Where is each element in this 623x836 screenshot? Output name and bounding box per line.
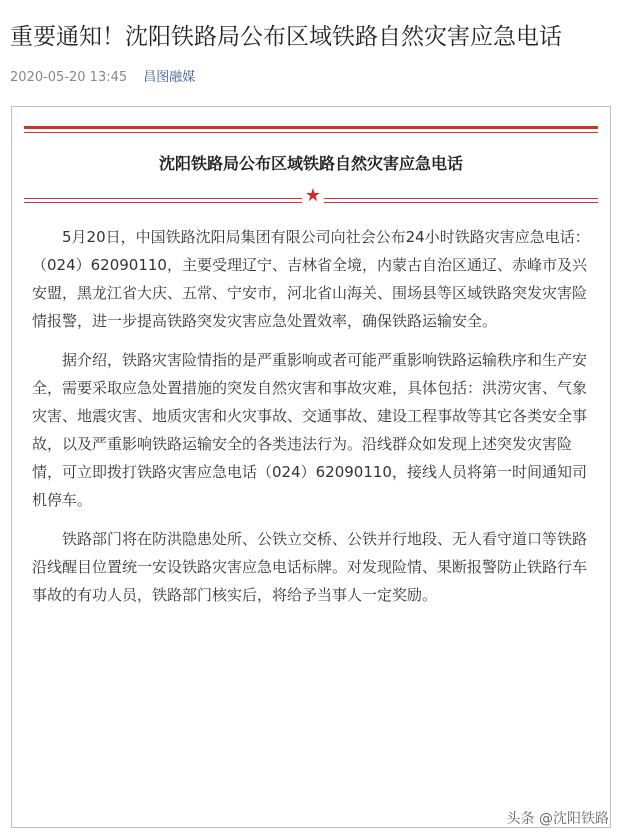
paragraph-3: 铁路部门将在防洪隐患处所、公铁立交桥、公铁并行地段、无人看守道口等铁路沿线醒目位置统一安设铁路灾害应急电话标牌。对发现险情、果断报警防止铁路行车事故的有功人员，铁路部门核实后，将给予当事人一定奖励。 [32,530,588,604]
top-divider [24,126,598,129]
card-heading: 沈阳铁路局公布区域铁路自然灾害应急电话 [158,154,463,173]
paragraph-1: 5月20日，中国铁路沈阳局集团有限公司向社会公布24小时铁路灾害应急电话：（024）62090110，主要受理辽宁、吉林省全境，内蒙古自治区通辽、赤峰市及兴安盟，黑龙江省大庆、五常、宁安市，河北省山海关、围场县等区域铁路突发灾害险情报警，进一步提高铁路突发灾害应急处置效率，确保铁路运输安全。 [32,228,590,330]
star-icon: ★ [302,185,324,207]
publish-timestamp: 2020-05-20 13:45 [10,70,128,85]
top-divider-thin [24,132,598,133]
notice-card [11,106,611,828]
source-link[interactable]: 昌图融媒 [143,70,196,85]
watermark: 头条 @沈阳铁路 [506,811,609,827]
paragraph-2: 据介绍，铁路灾害险情指的是严重影响或者可能严重影响铁路运输秩序和生产安全，需要采取应急处置措施的突发自然灾害和事故灾难，具体包括：洪涝灾害、气象灾害、地震灾害、地质灾害和火灾事故、交通事故、建设工程事故等其它各类安全事故，以及严重影响铁路运输安全的各类违法行为。沿线群众如发现上述突发灾害险情，可立即拨打铁路灾害应急电话（024）62090110，接线人员将第一时间通知司机停车。 [32,351,588,509]
article-title: 重要通知！沈阳铁路局公布区域铁路自然灾害应急电话 [10,24,562,50]
article-meta [10,66,195,85]
article-body [32,223,592,620]
